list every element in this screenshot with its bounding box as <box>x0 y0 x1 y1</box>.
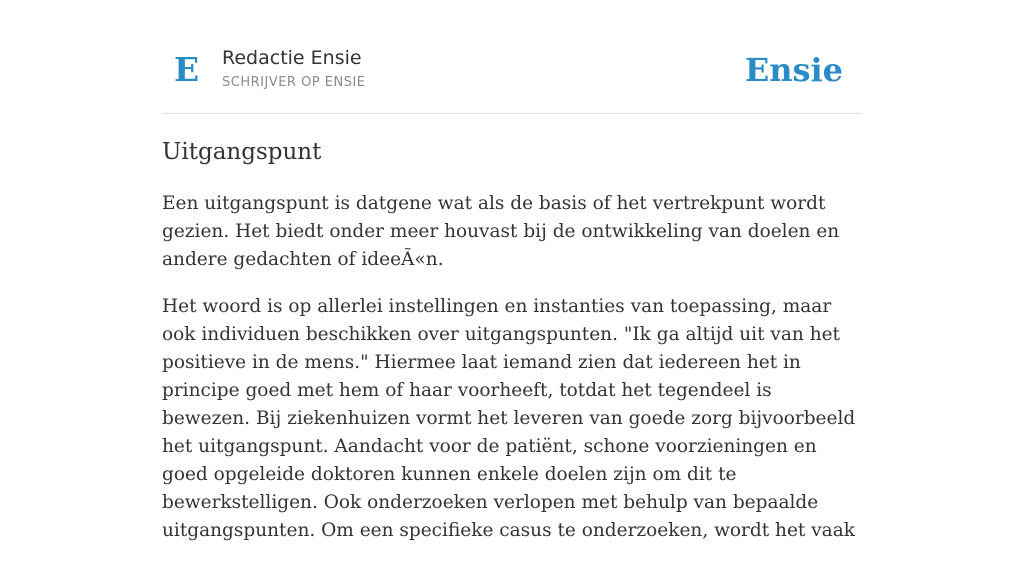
page-container <box>162 0 862 541</box>
author-avatar[interactable]: E <box>174 50 200 89</box>
article-body <box>162 190 862 564</box>
article-paragraph: Een uitgangspunt is datgene wat als de basis of het vertrekpunt wordt gezien. Het biedt onder meer houvast bij de ontwikkeling van doelen en andere gedachten of ideeÃ«n. <box>162 193 840 270</box>
brand-logo[interactable]: Ensie <box>744 51 843 89</box>
article-paragraph: Het woord is op allerlei instellingen en instanties van toepassing, maar ook individuen beschikken over uitgangspunten. "Ik ga altijd uit van het positieve in de mens." Hiermee laat iemand zien dat iedereen het in principe goed met hem of haar voorheeft, totdat het tegendeel is bewezen. Bij ziekenhuizen vormt het leveren van goede zorg bijvoorbeeld het uitgangspunt. Aandacht voor de patiënt, schone voorzieningen en goed opgeleide doktoren kunnen enkele doelen zijn om dit te bewerkstelligen. Ook onderzoeken verlopen met behulp van bepaalde uitgangspunten. Om een specifieke casus te onderzoeken, wordt het vaak <box>162 296 856 541</box>
author-name[interactable]: Redactie Ensie <box>222 47 362 69</box>
author-header <box>162 0 862 114</box>
article-title: Uitgangspunt <box>162 139 322 165</box>
author-role: SCHRIJVER OP ENSIE <box>222 75 366 90</box>
